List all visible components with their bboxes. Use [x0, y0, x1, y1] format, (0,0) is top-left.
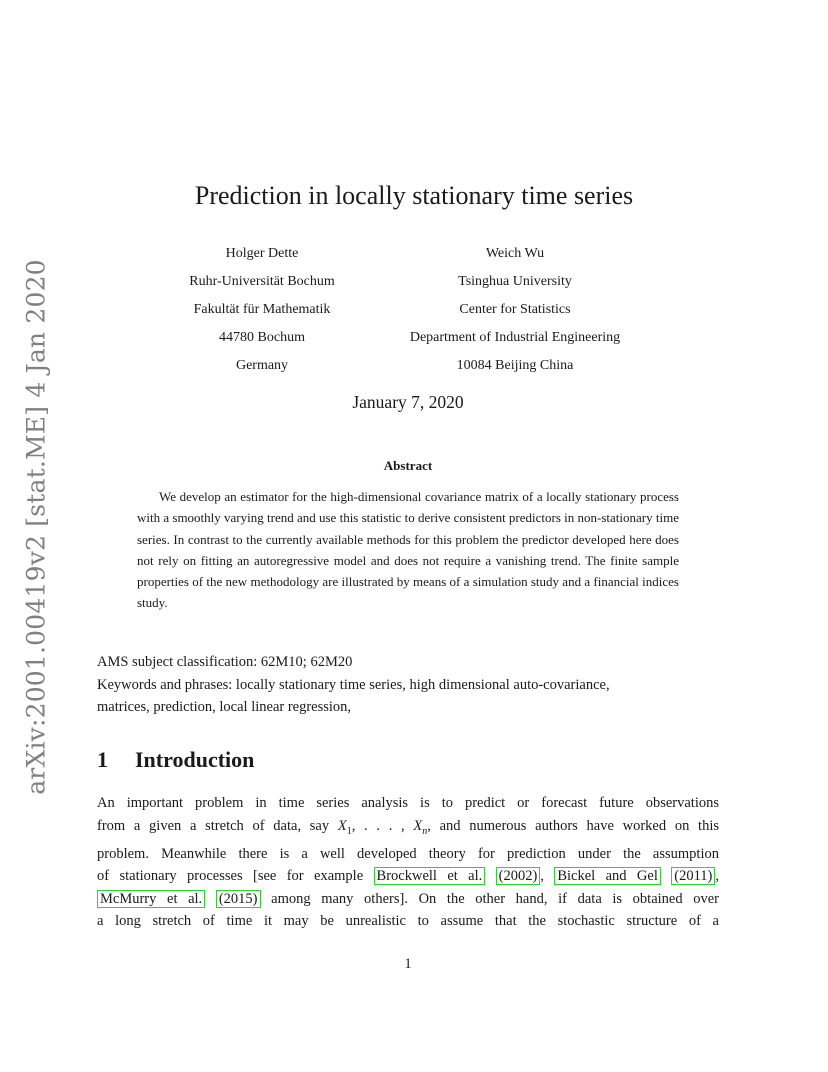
- ams-classification: AMS subject classification: 62M10; 62M20: [97, 654, 353, 670]
- citation-year-bickel[interactable]: (2011): [671, 867, 715, 885]
- abstract-text: We develop an estimator for the high-dimensional covariance matrix of a locally stationary process with a smoothly varying trend and use this statistic to derive consistent predictors in non-stationary time series. In contrast to the currently available methods for this problem the predictor developed here does not rely on fitting an autoregressive model and does not require a vanishing trend. The finite sample properties of the new methodology are illustrated by means of a simulation study and a financial indices study.: [137, 489, 679, 611]
- author-affiliation-line: Tsinghua University: [458, 274, 572, 289]
- text-segment: ,: [715, 868, 719, 885]
- page-number: 1: [404, 956, 412, 972]
- author-block-1: [162, 240, 362, 380]
- paper-metadata: [97, 651, 719, 719]
- citation-year-brockwell[interactable]: (2002): [496, 867, 541, 885]
- citation-link-brockwell[interactable]: Brockwell et al.: [374, 867, 486, 885]
- math-sub: n: [422, 825, 428, 837]
- author-affiliation-line: Department of Industrial Engineering: [409, 330, 621, 345]
- text-line: problem. Meanwhile there is a well developed theory for prediction under the assumption: [97, 845, 719, 862]
- section-heading: [97, 747, 254, 773]
- author-block-2: [374, 240, 656, 380]
- intro-paragraph: [97, 792, 719, 933]
- author-name: Holger Dette: [225, 246, 299, 261]
- author-affiliation-line: Center for Statistics: [459, 302, 571, 317]
- abstract-heading: Abstract: [383, 458, 433, 473]
- text-line: [97, 888, 719, 911]
- math-sub: 1: [346, 825, 352, 837]
- text-segment: ,: [540, 868, 555, 885]
- text-segment: , and numerous authors have worked on this: [427, 817, 719, 834]
- author-affiliation-line: Ruhr-Universität Bochum: [189, 274, 335, 289]
- keywords-line: Keywords and phrases: locally stationary time series, high dimensional auto-covariance,: [97, 676, 610, 693]
- citation-link-bickel[interactable]: Bickel and Gel: [554, 867, 661, 885]
- text-line: [97, 865, 719, 888]
- section-number: 1: [97, 747, 108, 772]
- paper-title: Prediction in locally stationary time series: [194, 181, 634, 210]
- author-affiliation-line: 44780 Bochum: [219, 330, 305, 345]
- author-affiliation-line: Fakultät für Mathematik: [193, 302, 331, 317]
- text-line: [97, 815, 719, 843]
- paper-date: January 7, 2020: [352, 392, 464, 412]
- text-line: a long stretch of time it may be unrealistic to assume that the stochastic structure of a: [97, 913, 719, 930]
- citation-year-mcmurry[interactable]: (2015): [216, 890, 261, 908]
- arxiv-identifier-text: arXiv:2001.00419v2 [stat.ME] 4 Jan 2020: [21, 259, 51, 795]
- math-var: X: [413, 817, 423, 834]
- author-name: Weich Wu: [485, 246, 545, 261]
- author-affiliation-line: Germany: [235, 358, 289, 373]
- keywords-line: matrices, prediction, local linear regression,: [97, 699, 352, 715]
- text-segment: , . . . ,: [351, 817, 414, 834]
- text-segment: among many others]. On the other hand, if data is obtained over: [260, 890, 720, 907]
- citation-link-mcmurry[interactable]: McMurry et al.: [97, 890, 205, 908]
- text-line: An important problem in time series analysis is to predict or forecast future observations: [97, 795, 719, 811]
- section-title: Introduction: [135, 747, 255, 772]
- author-affiliation-line: 10084 Beijing China: [456, 358, 574, 373]
- math-var: X: [337, 817, 347, 834]
- text-segment: of stationary processes [see for example: [97, 868, 374, 885]
- text-segment: from a given a stretch of data, say: [97, 817, 338, 834]
